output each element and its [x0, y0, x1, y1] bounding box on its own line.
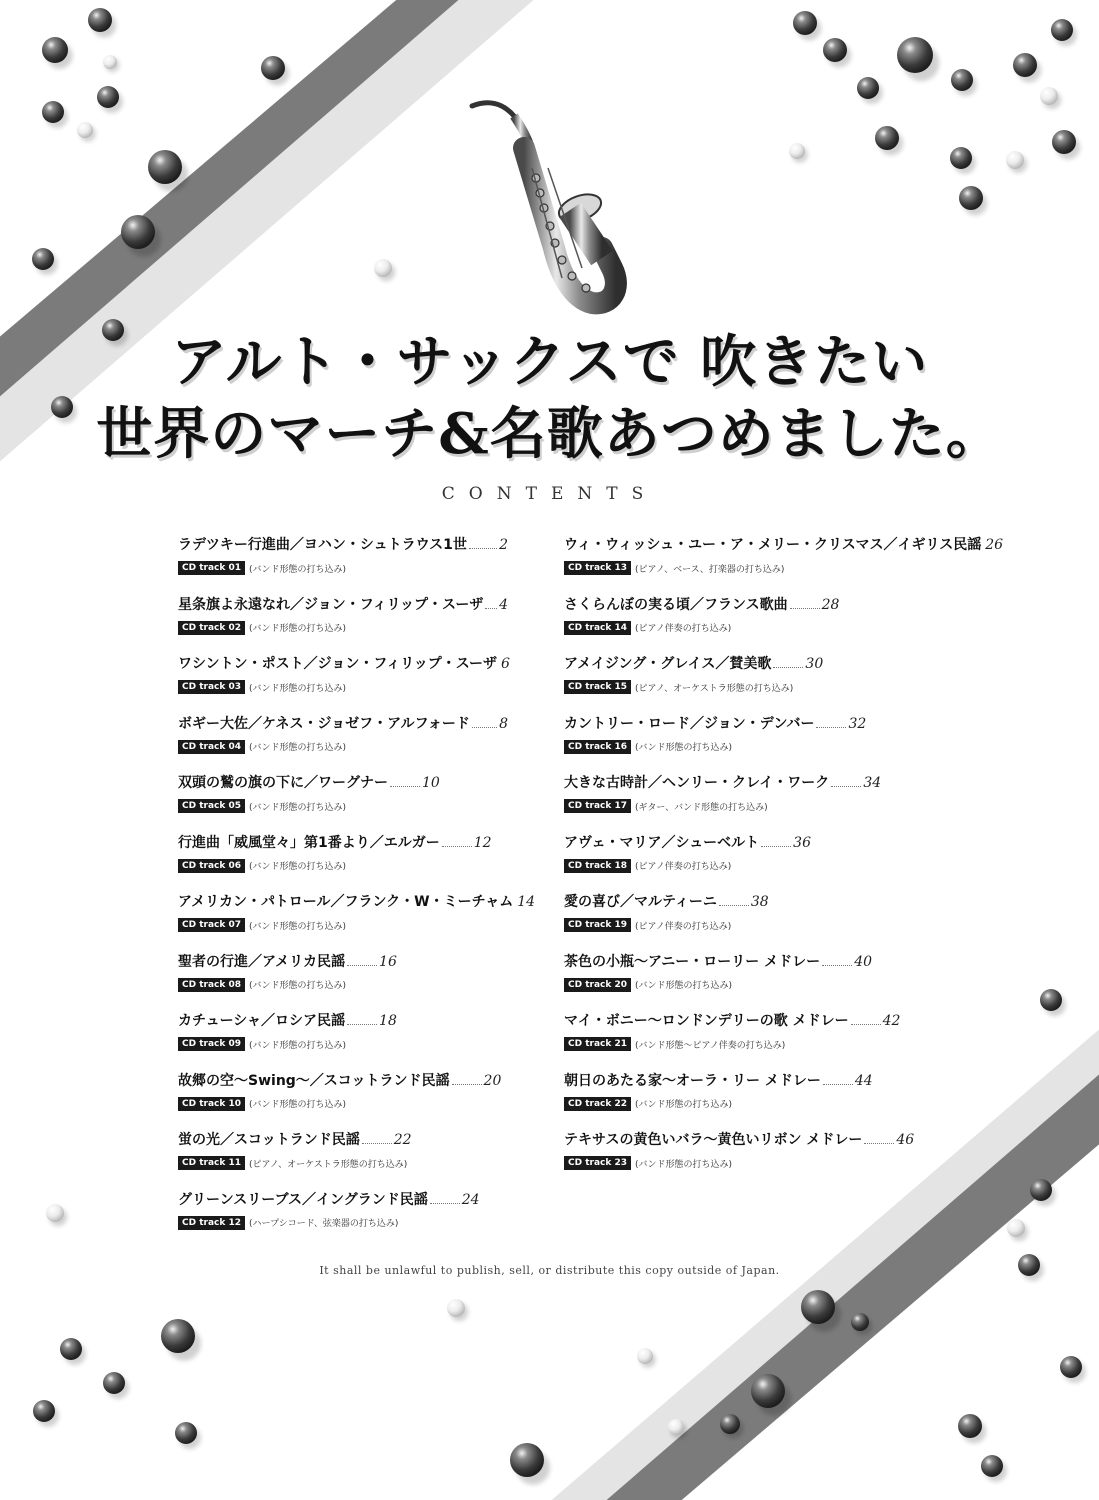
toc-entry-line [564, 653, 984, 679]
toc-entry-line [178, 653, 508, 679]
toc-entry-line [178, 713, 508, 739]
cd-track-badge: CD track 03 [178, 680, 245, 694]
toc-entry-track [564, 560, 984, 576]
toc-entry [564, 1129, 984, 1189]
track-note: (バンド形態の打ち込み) [635, 1159, 733, 1170]
dark-pearl [951, 69, 973, 91]
dark-pearl [60, 1338, 82, 1360]
white-pearl [1040, 87, 1058, 105]
toc-entry-title: 故郷の空〜Swing〜／スコットランド民謡 [178, 1072, 450, 1089]
toc-entry-track [564, 858, 984, 874]
toc-entry-title: アメイジング・グレイス／賛美歌 [564, 656, 772, 672]
toc-entry-track [178, 679, 508, 695]
toc-entry-title: 蛍の光／スコットランド民謡 [178, 1132, 360, 1148]
dark-pearl [793, 11, 817, 35]
white-pearl [374, 259, 392, 277]
toc-entry-page: 10 [422, 775, 440, 791]
track-note: (ピアノ、ベース、打楽器の打ち込み) [635, 564, 785, 575]
toc-entry [178, 653, 508, 713]
toc-entry [564, 653, 984, 713]
toc-entry-line [178, 594, 508, 620]
cd-track-badge: CD track 21 [564, 1037, 631, 1051]
track-note: (バンド形態の打ち込み) [249, 921, 347, 932]
cd-track-badge: CD track 05 [178, 799, 245, 813]
toc-leader-dots [347, 1023, 377, 1025]
cd-track-badge: CD track 23 [564, 1156, 631, 1170]
track-note: (ピアノ伴奏の打ち込み) [635, 921, 732, 932]
toc-entry-page: 16 [379, 953, 397, 970]
toc-entry-track [564, 679, 984, 695]
track-note: (バンド形態の打ち込み) [635, 981, 733, 991]
dark-pearl [510, 1443, 544, 1477]
toc-entry-line [564, 1010, 984, 1036]
toc-entry-track [564, 1096, 984, 1112]
white-pearl [1007, 1219, 1025, 1237]
toc-entry-track [178, 1036, 508, 1052]
toc-leader-dots [347, 964, 377, 966]
toc-entry [178, 594, 508, 654]
toc-leader-dots [864, 1142, 894, 1144]
copyright-notice: It shall be unlawful to publish, sell, or distribute this copy outside of Japan. [319, 1264, 780, 1277]
dark-pearl [958, 1414, 982, 1438]
toc-entry-title: 行進曲「威風堂々」第1番より／エルガー [178, 834, 440, 851]
toc-entry-title: アヴェ・マリア／シューベルト [564, 834, 760, 851]
toc-entry [564, 951, 984, 1011]
toc-leader-dots [452, 1083, 482, 1085]
dark-pearl [720, 1414, 740, 1434]
cd-track-badge: CD track 17 [564, 799, 631, 813]
toc-entry-track [178, 977, 508, 993]
toc-entry-line [564, 1129, 984, 1155]
dark-pearl [1052, 130, 1076, 154]
track-note: (バンド形態〜ピアノ伴奏の打ち込み) [635, 1040, 786, 1051]
toc-entry-line [178, 951, 508, 977]
toc-entry-title: テキサスの黄色いバラ〜黄色いリボン メドレー [564, 1132, 863, 1148]
dark-pearl [121, 215, 155, 249]
toc-entry [178, 1010, 508, 1070]
dark-pearl [950, 147, 972, 169]
toc-entry-track [564, 917, 984, 933]
toc-entry [178, 1129, 508, 1189]
toc-entry-page: 4 [499, 596, 508, 613]
toc-entry-title: 聖者の行進／アメリカ民謡 [178, 953, 346, 970]
toc-entry-line [178, 772, 508, 798]
track-note: (バンド形態の打ち込み) [249, 564, 347, 575]
toc-entry-page: 30 [805, 656, 824, 672]
toc-entry [564, 1010, 984, 1070]
toc-entry-page: 40 [854, 953, 873, 970]
toc-entry [564, 891, 984, 951]
toc-leader-dots [719, 904, 749, 906]
dark-pearl [751, 1374, 785, 1408]
toc-entry-page: 46 [896, 1132, 915, 1148]
track-note: (バンド形態の打ち込み) [249, 683, 347, 694]
toc-entry [178, 951, 508, 1011]
toc-entry [564, 534, 1004, 594]
toc-entry-track [178, 739, 508, 755]
toc-entry-title: 大きな古時計／ヘンリー・クレイ・ワーク [564, 775, 830, 791]
toc-entry-line [178, 1010, 508, 1036]
toc-entry-page: 32 [848, 715, 867, 732]
dark-pearl [88, 8, 112, 32]
cd-track-badge: CD track 20 [564, 978, 631, 992]
dark-pearl [1040, 989, 1062, 1011]
toc-entry-page: 44 [854, 1072, 873, 1089]
dark-pearl [97, 86, 119, 108]
toc-entry-line [564, 534, 1004, 560]
toc-entry-page: 24 [461, 1191, 480, 1208]
toc-entry-line [564, 891, 984, 917]
toc-entry-track [564, 977, 984, 993]
toc-entry [564, 713, 984, 773]
toc-entry-page: 26 [985, 537, 1004, 553]
dark-pearl [1013, 53, 1037, 77]
dark-pearl [42, 37, 68, 63]
toc-entry-track [564, 620, 984, 636]
toc-leader-dots [773, 666, 803, 668]
dark-pearl [857, 77, 879, 99]
toc-entry-page: 6 [501, 656, 510, 672]
white-pearl [1006, 151, 1024, 169]
track-note: (バンド形態の打ち込み) [249, 743, 347, 753]
toc-leader-dots [823, 1083, 853, 1085]
toc-entry [564, 832, 984, 892]
cd-track-badge: CD track 06 [178, 859, 245, 873]
track-note: (バンド形態の打ち込み) [635, 1100, 733, 1110]
track-note: (バンド形態の打ち込み) [249, 862, 347, 872]
toc-entry-page: 38 [750, 894, 769, 910]
toc-entry-title: ラデツキー行進曲／ヨハン・シュトラウス1世 [178, 537, 467, 553]
white-pearl [77, 122, 93, 138]
toc-entry-track [564, 739, 984, 755]
cd-track-badge: CD track 10 [178, 1097, 245, 1111]
dark-pearl [897, 37, 933, 73]
track-note: (バンド形態の打ち込み) [249, 1100, 347, 1110]
toc-leader-dots [442, 845, 472, 847]
toc-leader-dots [761, 845, 791, 847]
toc-entry-page: 34 [863, 775, 882, 791]
toc-entry-page: 14 [517, 894, 536, 910]
track-note: (バンド形態の打ち込み) [635, 743, 733, 753]
toc-leader-dots [469, 547, 497, 549]
track-note: (バンド形態の打ち込み) [249, 624, 347, 634]
toc-leader-dots [390, 785, 420, 787]
toc-entry-title: 愛の喜び／マルティーニ [564, 894, 717, 910]
toc-entry-page: 28 [821, 596, 840, 613]
track-note: (ピアノ、オーケストラ形態の打ち込み) [249, 1159, 408, 1170]
toc-entry-page: 22 [393, 1132, 412, 1148]
toc-entry [178, 1070, 508, 1130]
toc-leader-dots [790, 607, 820, 609]
toc-leader-dots [472, 726, 497, 728]
dark-pearl [981, 1455, 1003, 1477]
toc-entry-track [564, 1036, 984, 1052]
track-note: (ピアノ伴奏の打ち込み) [635, 862, 732, 872]
cd-track-badge: CD track 13 [564, 561, 631, 575]
toc-entry-title: さくらんぼの実る頃／フランス歌曲 [564, 596, 788, 613]
toc-entry-line [564, 1070, 984, 1096]
toc-entry-title: 双頭の鷲の旗の下に／ワーグナー [178, 775, 388, 791]
toc-entry [178, 772, 508, 832]
toc-leader-dots [831, 785, 861, 787]
toc-entry-page: 12 [473, 834, 492, 851]
toc-entry-title: カントリー・ロード／ジョン・デンバー [564, 715, 815, 732]
toc-entry-line [564, 832, 984, 858]
dark-pearl [148, 150, 182, 184]
toc-entry [178, 1189, 508, 1249]
white-pearl [46, 1204, 64, 1222]
track-note: (ピアノ、オーケストラ形態の打ち込み) [635, 683, 794, 694]
toc-right-column [564, 534, 1004, 1189]
cd-track-badge: CD track 11 [178, 1156, 245, 1170]
dark-pearl [959, 186, 983, 210]
toc-left-column [178, 534, 536, 1248]
toc-entry [564, 1070, 984, 1130]
toc-entry-line [564, 772, 984, 798]
white-pearl [789, 143, 805, 159]
toc-entry-title: カチューシャ／ロシア民謡 [178, 1013, 346, 1029]
toc-entry-line [564, 951, 984, 977]
toc-leader-dots [362, 1142, 392, 1144]
toc-entry-track [178, 798, 508, 814]
dark-pearl [823, 38, 847, 62]
cd-track-badge: CD track 16 [564, 740, 631, 754]
toc-entry-page: 36 [793, 834, 811, 851]
toc-entry-track [564, 1155, 984, 1171]
cd-track-badge: CD track 02 [178, 621, 245, 635]
dark-pearl [261, 56, 285, 80]
toc-leader-dots [485, 607, 497, 609]
toc-entry-page: 2 [499, 537, 508, 553]
dark-pearl [161, 1319, 195, 1353]
toc-entry [178, 713, 508, 773]
toc-entry-title: 朝日のあたる家〜オーラ・リー メドレー [564, 1072, 821, 1089]
toc-entry-title: ウィ・ウィッシュ・ユー・ア・メリー・クリスマス／イギリス民謡 [564, 537, 982, 553]
dark-pearl [1030, 1179, 1052, 1201]
track-note: (ギター、バンド形態の打ち込み) [635, 802, 768, 813]
toc-entry-title: マイ・ボニー〜ロンドンデリーの歌 メドレー [564, 1013, 849, 1029]
toc-entry-title: 茶色の小瓶〜アニー・ローリー メドレー [564, 953, 821, 970]
track-note: (バンド形態の打ち込み) [249, 1040, 347, 1051]
dark-pearl [1060, 1356, 1082, 1378]
toc-entry-line [178, 1189, 508, 1215]
toc-entry-line [178, 534, 508, 560]
track-note: (ハープシコード、弦楽器の打ち込み) [249, 1219, 399, 1229]
toc-entry-track [178, 620, 508, 636]
cd-track-badge: CD track 15 [564, 680, 631, 694]
toc-entry-title: 星条旗よ永遠なれ／ジョン・フィリップ・スーザ [178, 596, 484, 613]
toc-entry-page: 8 [499, 715, 508, 732]
toc-entry-title: ボギー大佐／ケネス・ジョゼフ・アルフォード [178, 715, 470, 732]
white-pearl [637, 1348, 653, 1364]
cd-track-badge: CD track 19 [564, 918, 631, 932]
cd-track-badge: CD track 01 [178, 561, 245, 575]
toc-entry-line [178, 832, 508, 858]
dark-pearl [103, 1372, 125, 1394]
toc-entry-track [178, 560, 508, 576]
toc-entry-track [178, 1155, 508, 1171]
white-pearl [668, 1419, 684, 1435]
toc-leader-dots [851, 1023, 881, 1025]
dark-pearl [801, 1290, 835, 1324]
book-title-line-2: 世界のマーチ&名歌あつめました。 [96, 401, 1003, 467]
cd-track-badge: CD track 09 [178, 1037, 245, 1051]
dark-pearl [875, 126, 899, 150]
white-pearl [103, 55, 117, 69]
toc-entry-page: 18 [379, 1013, 397, 1029]
toc-leader-dots [430, 1202, 460, 1204]
dark-pearl [1051, 19, 1073, 41]
toc-entry [178, 534, 508, 594]
white-pearl [447, 1299, 465, 1317]
toc-entry-page: 20 [483, 1072, 502, 1089]
toc-entry [178, 832, 508, 892]
cd-track-badge: CD track 14 [564, 621, 631, 635]
toc-entry-page: 42 [882, 1013, 901, 1029]
toc-entry [178, 891, 536, 951]
track-note: (バンド形態の打ち込み) [249, 802, 347, 813]
toc-entry [564, 594, 984, 654]
book-title-line-1: アルト・サックスで 吹きたい [170, 329, 929, 395]
toc-entry-track [178, 917, 508, 933]
toc-entry-line [564, 713, 984, 739]
toc-entry-title: グリーンスリーブス／イングランド民謡 [178, 1191, 428, 1208]
cd-track-badge: CD track 12 [178, 1216, 245, 1230]
toc-leader-dots [822, 964, 852, 966]
toc-entry-line [178, 1070, 508, 1096]
dark-pearl [42, 101, 64, 123]
toc-leader-dots [816, 726, 846, 728]
toc-entry-line [178, 1129, 508, 1155]
toc-entry-title: アメリカン・パトロール／フランク・W・ミーチャム [178, 894, 514, 910]
saxophone-illustration [462, 98, 632, 318]
dark-pearl [32, 248, 54, 270]
toc-entry-track [178, 1215, 508, 1231]
cd-track-badge: CD track 22 [564, 1097, 631, 1111]
dark-pearl [175, 1422, 197, 1444]
dark-pearl [33, 1400, 55, 1422]
toc-entry-line [564, 594, 984, 620]
toc-entry-track [178, 1096, 508, 1112]
toc-entry-title: ワシントン・ポスト／ジョン・フィリップ・スーザ [178, 656, 497, 672]
cd-track-badge: CD track 04 [178, 740, 245, 754]
cd-track-badge: CD track 08 [178, 978, 245, 992]
cd-track-badge: CD track 07 [178, 918, 245, 932]
track-note: (ピアノ伴奏の打ち込み) [635, 624, 732, 634]
track-note: (バンド形態の打ち込み) [249, 981, 347, 991]
dark-pearl [851, 1313, 869, 1331]
cd-track-badge: CD track 18 [564, 859, 631, 873]
contents-heading: CONTENTS [441, 484, 658, 504]
toc-entry [564, 772, 984, 832]
toc-entry-track [178, 858, 508, 874]
toc-entry-line [178, 891, 536, 917]
toc-entry-track [564, 798, 984, 814]
